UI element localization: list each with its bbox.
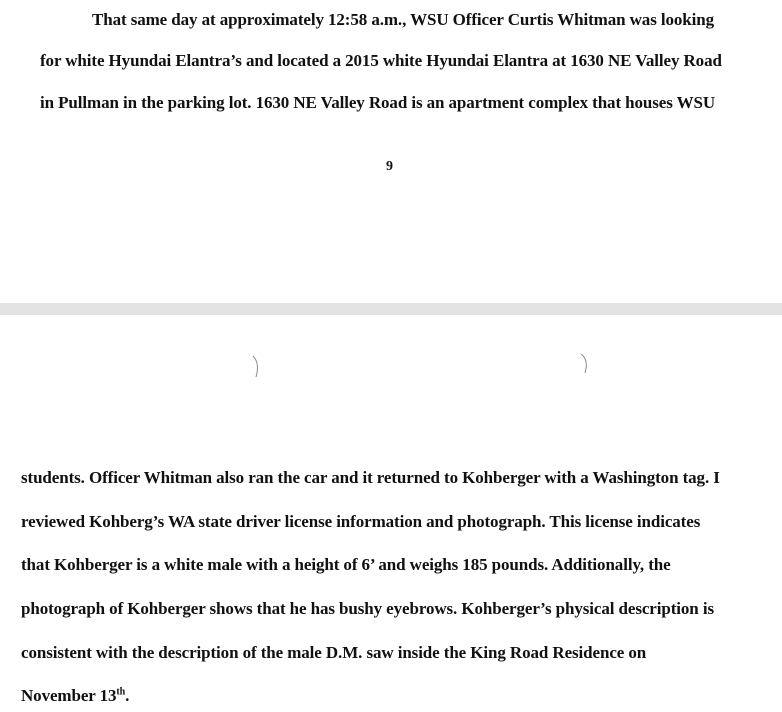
page-divider xyxy=(0,303,782,315)
paragraph-line-5: reviewed Kohberg’s WA state driver license information and photograph. This license indicates xyxy=(21,512,701,531)
paragraph-line-7: photograph of Kohberger shows that he has bushy eyebrows. Kohberger’s physical description is xyxy=(21,599,714,618)
ordinal-superscript: th xyxy=(116,686,126,698)
paragraph-line-2: for white Hyundai Elantra’s and located a 2015 white Hyundai Elantra at 1630 NE Valley Road xyxy=(40,51,722,70)
paragraph-line-9 xyxy=(21,686,129,706)
document-page-top xyxy=(0,0,782,303)
scan-mark-right xyxy=(578,351,592,381)
last-line-text: November 13 xyxy=(21,686,117,705)
page-number: 9 xyxy=(386,159,393,174)
paragraph-line-6: that Kohberger is a white male with a height of 6’ and weighs 185 pounds. Additionally, the xyxy=(21,555,671,574)
scan-mark-left xyxy=(250,353,264,383)
document-page-bottom xyxy=(0,315,782,712)
paragraph-line-8: consistent with the description of the male D.M. saw inside the King Road Residence on xyxy=(21,643,647,662)
paragraph-line-4: students. Officer Whitman also ran the car and it returned to Kohberger with a Washington tag. I xyxy=(21,468,720,487)
paragraph-line-1: That same day at approximately 12:58 a.m., WSU Officer Curtis Whitman was looking xyxy=(92,10,715,29)
paragraph-line-3: in Pullman in the parking lot. 1630 NE Valley Road is an apartment complex that houses WSU xyxy=(40,93,716,112)
last-line-period: . xyxy=(125,686,130,705)
